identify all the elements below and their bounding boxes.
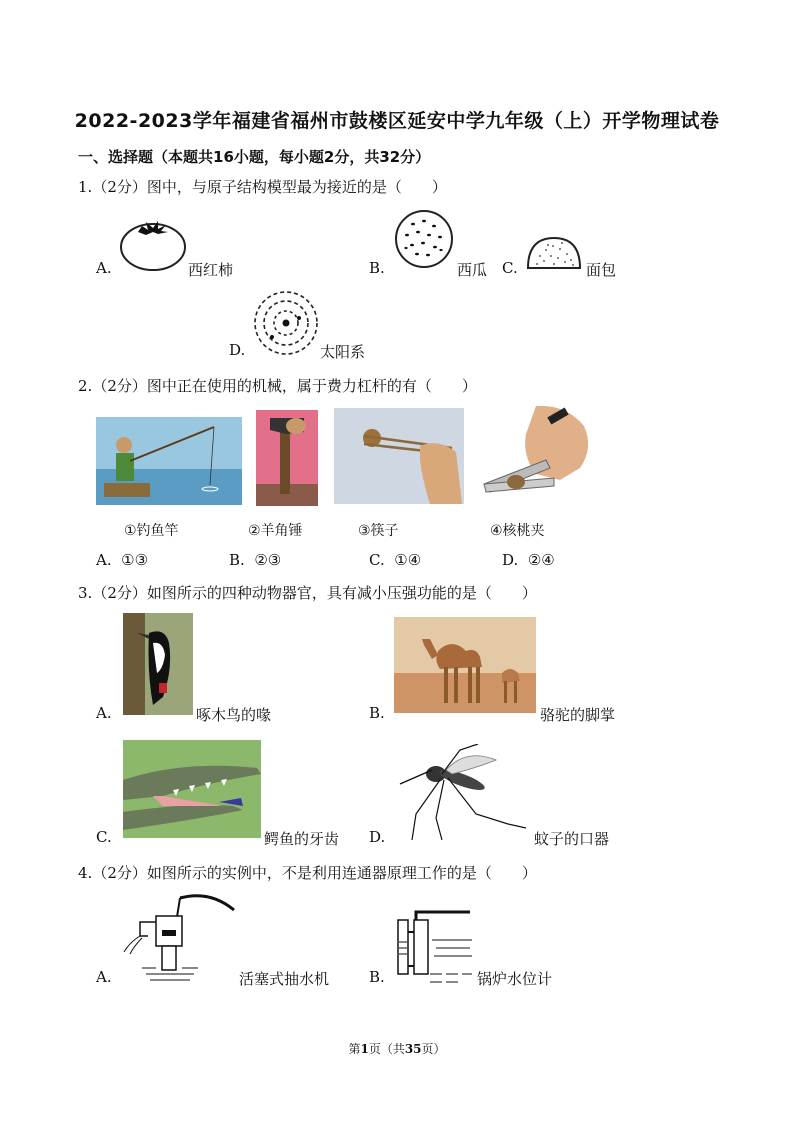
option-text: ①④ [394,551,422,569]
q4-option-b-letter[interactable]: B. [369,968,385,986]
q1-option-c-caption: 面包 [586,261,617,279]
q2-option-c[interactable] [369,551,421,569]
q1-option-c-letter[interactable]: C. [502,259,518,277]
boiler-water-gauge-image [394,908,478,986]
picture-caption: ③筷子 [358,523,399,539]
page-footer [0,1040,794,1057]
q3-option-d-letter[interactable]: D. [369,828,386,846]
q3-option-a-caption: 啄木鸟的喙 [196,706,272,724]
tomato-icon [118,216,188,272]
option-text: ②④ [527,551,555,569]
picture-caption: ①钓鱼竿 [124,523,179,539]
piston-pump-image [120,892,238,984]
q2-option-a[interactable] [96,551,148,569]
question-2 [78,375,477,396]
question-number: 3. [78,584,93,602]
option-letter: C. [369,551,385,569]
watermelon-icon [393,208,455,270]
mosquito-image [396,744,532,844]
q1-option-b-caption: 西瓜 [457,261,488,279]
footer-prefix: 第 [348,1042,361,1056]
q1-option-a-letter[interactable]: A. [96,259,112,277]
question-number: 2. [78,377,93,395]
question-number: 4. [78,864,93,882]
picture-caption: ④核桃夹 [490,523,545,539]
question-3 [78,582,537,603]
q3-option-d-caption: 蚊子的口器 [534,830,610,848]
option-letter: D. [502,551,519,569]
picture-caption: ②羊角锤 [248,523,303,539]
woodpecker-image [123,613,193,715]
question-number: 1. [78,178,93,196]
q2-option-b[interactable] [229,551,281,569]
bread-icon [526,236,582,272]
chopsticks-image [334,408,464,504]
page-title: 2022-2023学年福建省福州市鼓楼区延安中学九年级（上）开学物理试卷 [74,110,720,132]
question-stem: （2分）如图所示的四种动物器官，具有减小压强功能的是（ ） [92,584,537,602]
nutcracker-image [476,404,594,500]
question-4 [78,862,537,883]
claw-hammer-image [256,410,318,506]
q4-option-a-letter[interactable]: A. [96,968,112,986]
crocodile-image [123,740,261,838]
option-text: ②③ [254,551,282,569]
q1-option-a-caption: 西红柿 [188,261,234,279]
q3-option-c-letter[interactable]: C. [96,828,112,846]
q4-option-a-caption: 活塞式抽水机 [239,970,330,988]
option-letter: B. [229,551,245,569]
q3-option-b-letter[interactable]: B. [369,704,385,722]
q3-option-a-letter[interactable]: A. [96,704,112,722]
camel-image [394,617,536,713]
q3-option-b-caption: 骆驼的脚掌 [540,706,616,724]
solar-system-icon [252,290,320,356]
q1-option-b-letter[interactable]: B. [369,259,385,277]
footer-total-pages: 35 [404,1042,422,1056]
option-letter: A. [96,551,112,569]
fishing-rod-image [96,417,242,505]
question-1 [78,176,447,197]
q4-option-b-caption: 锅炉水位计 [477,970,553,988]
footer-page-number: 1 [360,1042,369,1056]
footer-middle: 页（共 [368,1042,405,1056]
footer-suffix: 页） [421,1042,446,1056]
option-text: ①③ [121,551,149,569]
question-stem: （2分）图中正在使用的机械，属于费力杠杆的有（ ） [92,377,477,395]
q3-option-c-caption: 鳄鱼的牙齿 [264,830,340,848]
section-heading: 一、选择题（本题共16小题，每小题2分，共32分） [78,148,431,166]
question-stem: （2分）图中，与原子结构模型最为接近的是（ ） [92,178,447,196]
question-stem: （2分）如图所示的实例中，不是利用连通器原理工作的是（ ） [92,864,537,882]
q1-option-d-letter[interactable]: D. [229,341,246,359]
q1-option-d-caption: 太阳系 [320,343,366,361]
q2-option-d[interactable] [502,551,555,569]
